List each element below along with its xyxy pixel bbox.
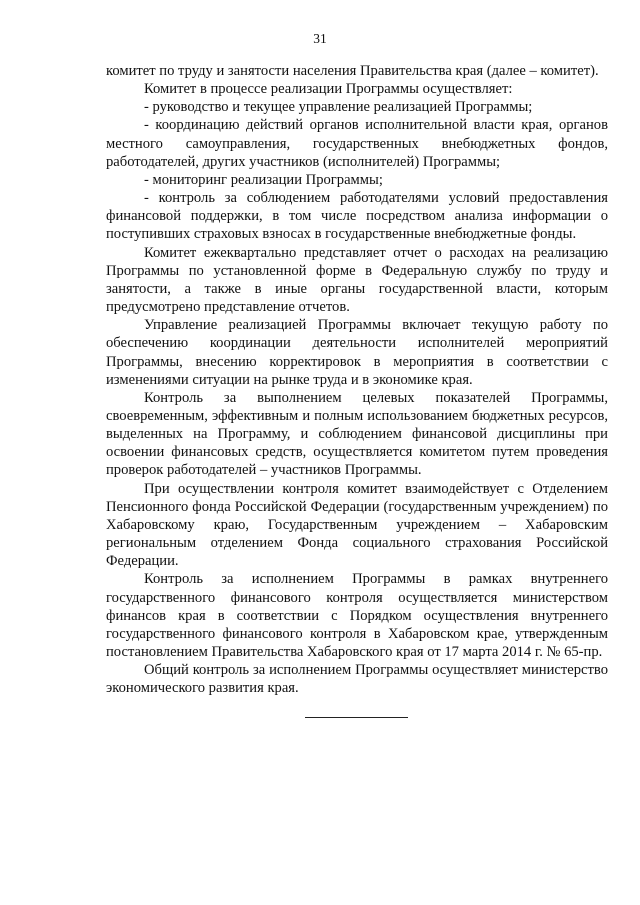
list-item-control: - контроль за соблюдением работодателями условий предоставления финансовой поддержки, в том числе посредством анализа информации о поступивших страховых взносах в государственные внебюджетные фонды.	[106, 190, 608, 243]
paragraph-committee-duties: Комитет в процессе реализации Программы осуществляет:	[144, 81, 513, 98]
list-item-monitoring: - мониторинг реализации Программы;	[144, 171, 383, 188]
document-body	[106, 62, 608, 697]
closing-rule	[305, 717, 408, 718]
paragraph-continuation: комитет по труду и занятости населения Правительства края (далее – комитет).	[106, 63, 599, 79]
paragraph-quarterly-report: Комитет ежеквартально представляет отчет о расходах на реализацию Программы по установленной форме в Федеральную службу по труду и занятости, а также в иные органы государственной власти, которым предусмотрено представление отчетов.	[106, 244, 608, 316]
list-item-management: - руководство и текущее управление реализацией Программы;	[144, 99, 533, 116]
paragraph-general-control: Общий контроль за исполнением Программы осуществляет министерство экономического развития края.	[106, 662, 608, 697]
list-item-coordination: - координацию действий органов исполнительной власти края, органов местного самоуправления, государственных внебюджетных фондов, работодателей, других участников (исполнителей) Программы;	[106, 117, 608, 170]
paragraph-program-management: Управление реализацией Программы включает текущую работу по обеспечению координации деятельности исполнителей мероприятий Программы, внесению корректировок в мероприятия в соответствии с изменениями ситуации на рынке труда и в экономике края.	[106, 317, 608, 388]
page-number: 31	[313, 31, 327, 46]
paragraph-target-control: Контроль за выполнением целевых показателей Программы, своевременным, эффективным и полным использованием бюджетных ресурсов, выделенных на Программу, и соблюдением финансовой дисциплины при освоении финансовых средств, осуществляется комитетом путем проведения проверок работодателей – участников Программы.	[106, 389, 608, 479]
paragraph-interaction: При осуществлении контроля комитет взаимодействует с Отделением Пенсионного фонда Российской Федерации (государственным учреждением) по Хабаровскому краю, Государственным учреждением – Хабаровским региональным отделением Фонда социального страхования Российской Федерации.	[106, 480, 608, 570]
paragraph-financial-control: Контроль за исполнением Программы в рамках внутреннего государственного финансового контроля осуществляется министерством финансов края в соответствии с Порядком осуществления внутреннего государственного финансового контроля в Хабаровском крае, утвержденным постановлением Правительства Хабаровского края от 17 марта 2014 г. № 65-пр.	[106, 571, 608, 660]
